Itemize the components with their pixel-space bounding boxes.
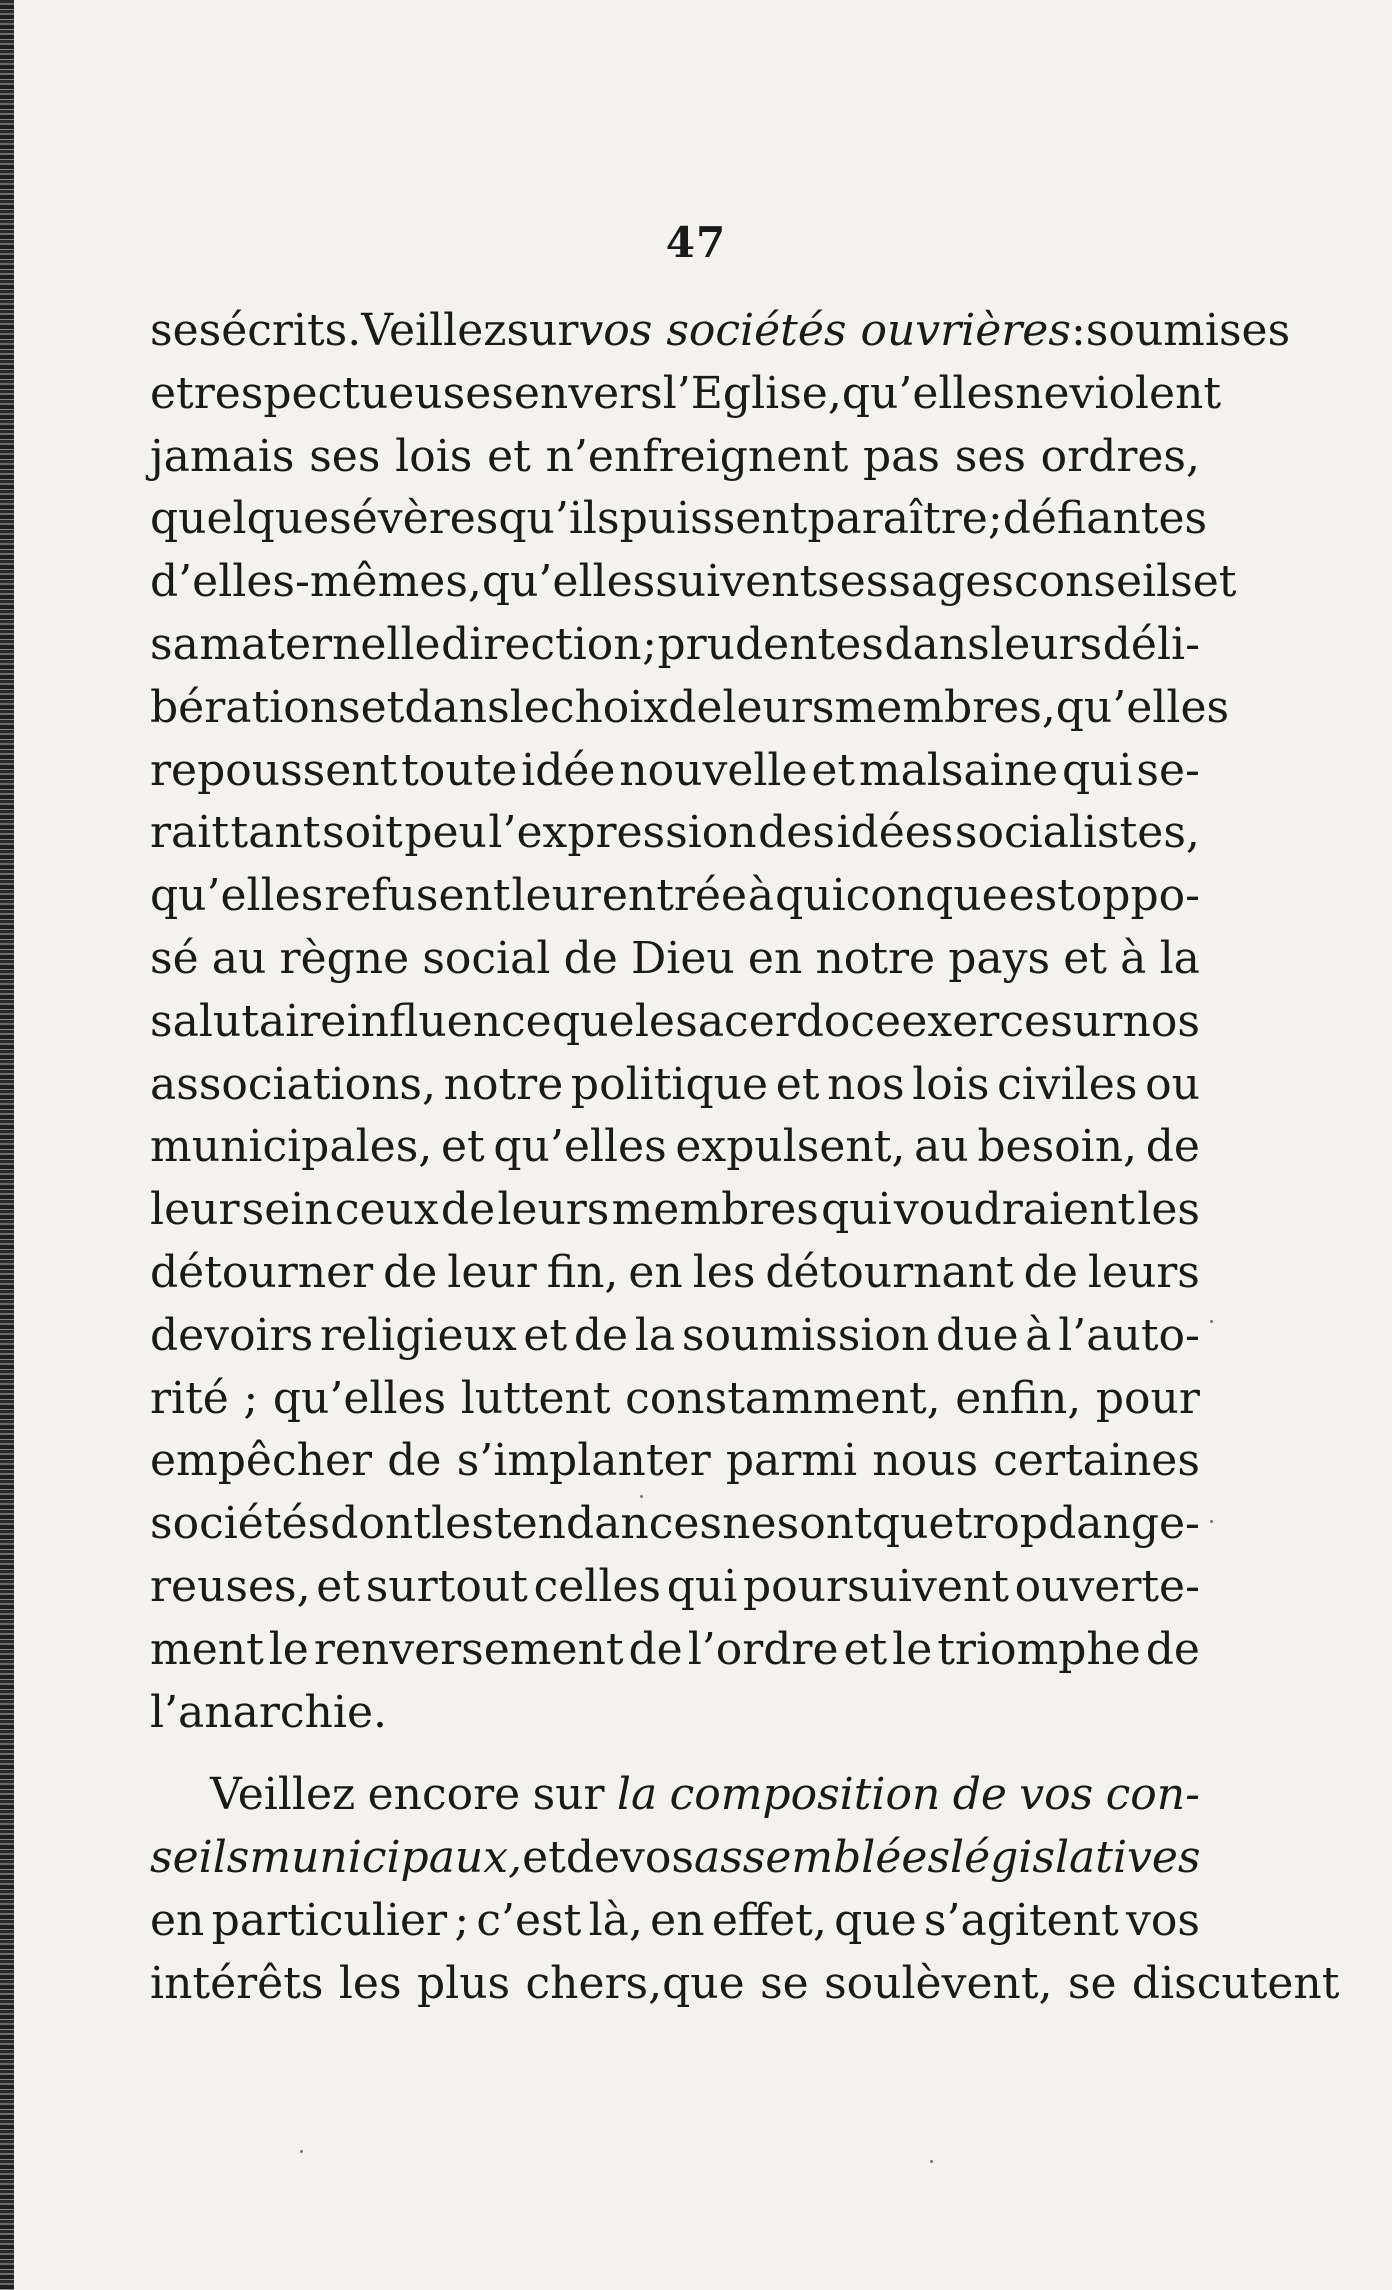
word: sages <box>888 556 1014 608</box>
word: bérations <box>150 681 361 733</box>
text-line <box>150 677 1230 740</box>
paper-speck <box>640 1495 643 1498</box>
word: maternelle <box>199 618 441 670</box>
word: et <box>487 430 531 482</box>
word: le <box>634 995 675 1047</box>
word: s’agitent <box>923 1894 1119 1946</box>
word: ses <box>150 305 222 356</box>
word: la <box>634 1309 676 1361</box>
word: qu’elles <box>272 1372 447 1424</box>
word: encore <box>367 1769 521 1821</box>
word: ne <box>1015 367 1070 419</box>
text-line <box>150 1556 1200 1619</box>
word: sont <box>776 1498 872 1550</box>
text-line <box>150 488 1208 551</box>
word: qui <box>666 1560 738 1612</box>
word: leurs <box>722 681 835 733</box>
word: certaines <box>993 1435 1200 1487</box>
word: sacerdoce <box>675 995 902 1047</box>
word: besoin, <box>977 1121 1138 1173</box>
word: et <box>440 1121 485 1173</box>
word: l’ordre <box>687 1623 839 1675</box>
italic-word: vos <box>1019 1769 1094 1821</box>
word: la <box>1159 932 1200 984</box>
word: vos <box>620 1832 694 1884</box>
word: de <box>383 1246 438 1298</box>
word: l’expression <box>488 807 757 859</box>
word: influence <box>346 995 552 1047</box>
word: qu’ils <box>498 493 620 545</box>
word: luttent <box>460 1372 611 1424</box>
word: plus <box>416 1957 511 2009</box>
word: qu’elles <box>150 870 324 922</box>
italic-word: législatives <box>950 1832 1201 1884</box>
word: ses <box>817 556 889 608</box>
word: et <box>775 1058 820 1110</box>
word: membres, <box>834 681 1056 733</box>
word: de <box>573 1309 629 1361</box>
word: d’elles-mêmes, <box>150 556 482 608</box>
word: quelque <box>150 493 330 545</box>
word: en <box>747 932 803 984</box>
word: fin, <box>546 1246 619 1298</box>
word: qu’elles <box>481 556 656 608</box>
word: pour <box>1095 1372 1200 1424</box>
word: et <box>316 1560 361 1612</box>
word: le <box>892 1623 933 1675</box>
word: et <box>150 367 194 419</box>
page-number: 47 <box>665 218 727 267</box>
word: lois <box>912 1058 990 1110</box>
word: dans <box>404 681 510 733</box>
word: de <box>628 1623 683 1675</box>
word: là, <box>588 1894 643 1946</box>
word: au <box>914 1121 969 1173</box>
word: particulier <box>211 1894 448 1946</box>
word: sé <box>150 932 199 984</box>
italic-word: la <box>616 1769 658 1821</box>
word: que <box>871 1498 955 1550</box>
word: sa <box>150 618 199 670</box>
italic-word: de <box>952 1769 1007 1821</box>
word: conseils <box>1013 556 1193 608</box>
word: social <box>422 932 551 984</box>
word: choix <box>549 681 669 733</box>
word: et <box>1192 556 1237 608</box>
word: violent <box>1069 367 1222 419</box>
word: soit <box>322 807 403 859</box>
word: chers,que <box>525 1957 745 2009</box>
word: tant <box>230 807 321 859</box>
word: politique <box>570 1058 769 1110</box>
word: idée <box>521 744 616 796</box>
word: se <box>760 1957 809 2009</box>
word: jamais <box>150 430 295 482</box>
word: suivent <box>655 556 818 608</box>
text-line <box>150 740 1200 803</box>
word: qu’elles <box>1055 681 1230 733</box>
text-line <box>150 426 1200 489</box>
text-line <box>150 1619 1200 1682</box>
word: à <box>1025 1309 1052 1361</box>
word: triomphe <box>937 1623 1141 1675</box>
word: Veillez <box>210 1769 356 1821</box>
text-line <box>150 1242 1200 1305</box>
word: associations, <box>150 1058 436 1110</box>
word: que <box>552 995 635 1047</box>
word: défiantes <box>1002 493 1208 545</box>
word: leur <box>511 870 601 922</box>
word: parmi <box>725 1435 858 1487</box>
word: : <box>1070 305 1086 356</box>
word: que <box>834 1894 917 1946</box>
word: en <box>150 1894 205 1946</box>
text-line <box>150 928 1200 991</box>
page-binding-edge <box>0 0 14 2290</box>
word: empêcher <box>150 1435 373 1487</box>
text-line <box>150 1054 1200 1117</box>
word: l’Eglise, <box>662 367 842 419</box>
word: ses <box>309 430 381 482</box>
italic-word: con- <box>1105 1769 1200 1821</box>
word: et <box>843 1623 888 1675</box>
word: repoussent <box>150 744 398 796</box>
word: leurs <box>1087 1246 1200 1298</box>
word: lois <box>395 430 473 482</box>
word: sévères <box>329 493 499 545</box>
word: les <box>338 1957 402 2009</box>
word: nouvelle <box>619 744 808 796</box>
text-line <box>150 1305 1200 1368</box>
word: ; <box>642 618 657 670</box>
word: détournant <box>765 1246 1014 1298</box>
word: soulèvent, <box>824 1957 1053 2009</box>
word: peu <box>404 807 487 859</box>
word: sur <box>506 305 579 356</box>
word: effet, <box>711 1894 827 1946</box>
word: tendances <box>493 1498 722 1550</box>
word: puissent <box>619 493 808 545</box>
text-line <box>150 1179 1200 1242</box>
word: ; <box>243 1372 259 1424</box>
word: détourner <box>150 1246 374 1298</box>
text-line <box>150 1430 1200 1493</box>
word: l’anarchie. <box>150 1686 387 1738</box>
text-line <box>150 1890 1200 1953</box>
body-text <box>150 300 1340 2016</box>
word: soumises <box>1085 305 1291 356</box>
word: ment <box>150 1623 264 1675</box>
word: les <box>692 1246 756 1298</box>
word: discutent <box>1131 1957 1340 2009</box>
word: dont <box>330 1498 431 1550</box>
paragraph-2 <box>150 1764 1340 2015</box>
text-line <box>150 802 1200 865</box>
word: religieux <box>320 1309 517 1361</box>
word: ceux <box>334 1184 439 1236</box>
word: civiles <box>997 1058 1138 1110</box>
word: de <box>440 1184 496 1236</box>
word: direction <box>441 618 642 670</box>
word: Veillez <box>361 305 507 356</box>
word: qui <box>821 1184 892 1236</box>
word: leurs <box>990 618 1103 670</box>
word: pas <box>863 430 940 482</box>
word: ; <box>987 493 1003 545</box>
word: enfin, <box>955 1372 1082 1424</box>
word: paraître <box>807 493 988 545</box>
word: déli- <box>1102 618 1200 670</box>
word: soumission <box>681 1309 930 1361</box>
word: celles <box>533 1560 662 1612</box>
word: de <box>668 681 723 733</box>
word: les <box>431 1498 494 1550</box>
text-line <box>150 1493 1200 1556</box>
word: règne <box>279 932 410 984</box>
word: leur <box>447 1246 537 1298</box>
word: en <box>650 1894 705 1946</box>
word: à <box>1120 932 1147 984</box>
word: ou <box>1145 1058 1200 1110</box>
word: salutaire <box>150 995 347 1047</box>
paper-speck <box>1210 1520 1213 1523</box>
word: nous <box>872 1435 979 1487</box>
word: toute <box>401 744 518 796</box>
word: malsaine <box>858 744 1059 796</box>
word: de <box>563 932 618 984</box>
word: qu’elles <box>493 1121 667 1173</box>
word: et <box>360 681 405 733</box>
text-line <box>150 551 1237 614</box>
text-line <box>150 300 1291 363</box>
word: se <box>1067 1957 1117 2009</box>
word: le <box>509 681 550 733</box>
word: à <box>747 870 775 922</box>
word: et <box>523 1309 568 1361</box>
word: envers <box>513 367 663 419</box>
word: surtout <box>365 1560 528 1612</box>
word: et <box>811 744 856 796</box>
word: refusent <box>324 870 511 922</box>
word: dange- <box>1048 1498 1200 1550</box>
word: s’implanter <box>456 1435 711 1487</box>
word: en <box>628 1246 683 1298</box>
word: nos <box>1122 995 1200 1047</box>
word: dans <box>884 618 990 670</box>
word: de <box>1145 1121 1200 1173</box>
word: qu’elles <box>841 367 1016 419</box>
paragraph-1 <box>150 300 1291 1744</box>
word: c’est <box>476 1894 582 1946</box>
text-line <box>150 991 1200 1054</box>
italic-word: composition <box>669 1769 941 1821</box>
word: respectueuses <box>193 367 514 419</box>
word: rité <box>150 1372 229 1424</box>
word: nos <box>827 1058 905 1110</box>
italic-word: seils <box>150 1832 250 1884</box>
text-line <box>150 1682 1200 1745</box>
word: et <box>522 1832 566 1884</box>
word: qui <box>1062 744 1133 796</box>
word: de <box>1145 1623 1200 1675</box>
word: est <box>1008 870 1075 922</box>
text-line <box>150 865 1200 928</box>
text-line <box>150 1827 1200 1890</box>
word: renversement <box>313 1623 624 1675</box>
word: constamment, <box>625 1372 941 1424</box>
word: socialistes, <box>954 807 1200 859</box>
text-line <box>150 363 1222 426</box>
word: ordres, <box>1040 430 1200 482</box>
paper-speck <box>1210 1320 1213 1323</box>
word: prudentes <box>657 618 884 670</box>
word: de <box>565 1832 621 1884</box>
word: poursuivent <box>742 1560 1009 1612</box>
word: l’auto- <box>1058 1309 1200 1361</box>
text-line <box>150 1764 1200 1827</box>
word: notre <box>443 1058 564 1110</box>
word: entrée <box>601 870 748 922</box>
word: n’enfreignent <box>545 430 849 482</box>
paper-speck <box>300 2150 303 2153</box>
word: voudraient <box>893 1184 1136 1236</box>
word: ouverte- <box>1014 1560 1200 1612</box>
word: oppo- <box>1075 870 1200 922</box>
word: écrits. <box>221 305 362 356</box>
word: leur <box>150 1184 240 1236</box>
italic-word: vos sociétés ouvrières <box>578 305 1071 356</box>
word: devoirs <box>150 1309 314 1361</box>
word: de <box>387 1435 442 1487</box>
italic-word: municipaux, <box>249 1832 523 1884</box>
word: vos <box>1125 1894 1200 1946</box>
italic-word: assemblées <box>693 1832 951 1884</box>
word: reuses, <box>150 1560 311 1612</box>
word: sur <box>532 1769 605 1821</box>
text-line <box>150 1368 1200 1431</box>
word: Dieu <box>631 932 735 984</box>
word: notre <box>815 932 936 984</box>
word: expulsent, <box>675 1121 906 1173</box>
word: leurs <box>497 1184 610 1236</box>
word: ses <box>954 430 1026 482</box>
word: due <box>935 1309 1019 1361</box>
paragraph-gap <box>150 1744 1200 1764</box>
word: intérêts <box>150 1957 324 2009</box>
word: ; <box>454 1894 470 1946</box>
word: idées <box>836 807 954 859</box>
word: ne <box>722 1498 777 1550</box>
word: et <box>1063 932 1107 984</box>
word: quiconque <box>775 870 1008 922</box>
word: au <box>211 932 267 984</box>
text-line <box>150 1116 1200 1179</box>
word: de <box>1023 1246 1078 1298</box>
word: des <box>758 807 835 859</box>
text-line <box>150 1953 1340 2016</box>
word: rait <box>150 807 230 859</box>
text-line <box>150 614 1200 677</box>
word: les <box>1137 1184 1200 1236</box>
word: sur <box>1050 995 1123 1047</box>
word: sociétés <box>150 1498 331 1550</box>
word: exerce <box>901 995 1050 1047</box>
word: membres <box>611 1184 819 1236</box>
word: trop <box>954 1498 1048 1550</box>
word: se- <box>1136 744 1200 796</box>
word: municipales, <box>150 1121 433 1173</box>
word: le <box>268 1623 309 1675</box>
word: sein <box>241 1184 333 1236</box>
paper-speck <box>930 2160 933 2163</box>
word: pays <box>948 932 1051 984</box>
